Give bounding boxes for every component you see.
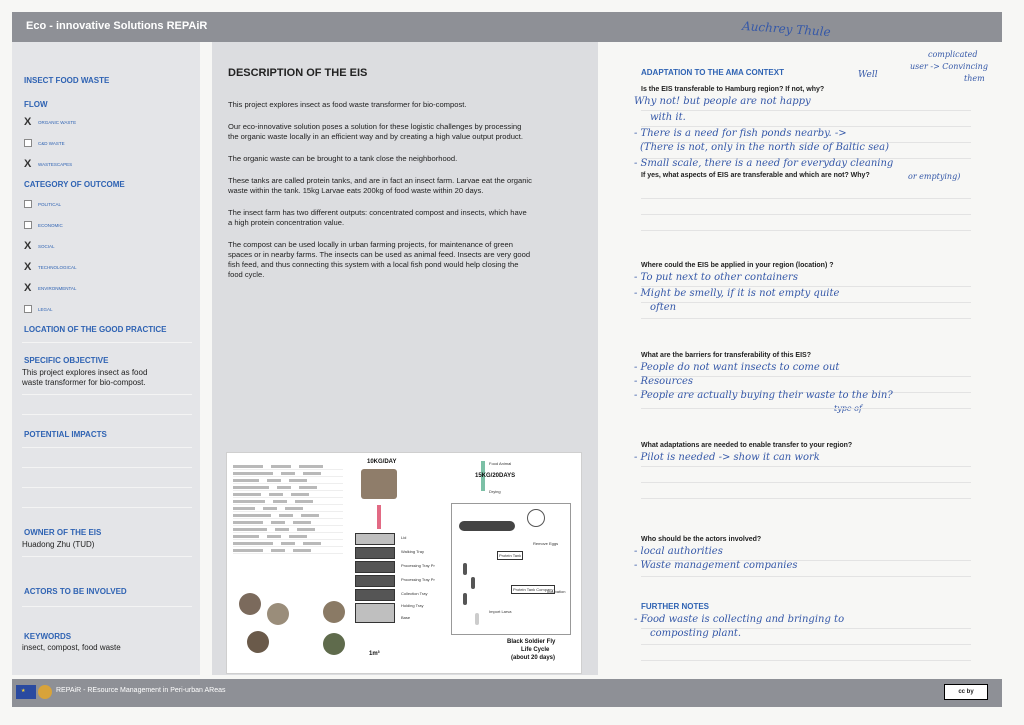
food-photo-image xyxy=(239,593,261,615)
handwritten-note: or emptying) xyxy=(908,172,961,181)
tank-layer xyxy=(355,561,395,573)
creative-commons-badge: cc by xyxy=(944,684,988,700)
unchecked-box-icon xyxy=(24,200,32,208)
flow-heading: FLOW xyxy=(24,100,48,109)
answer-line xyxy=(641,498,971,499)
handwritten-answer: composting plant. xyxy=(650,628,742,639)
checked-mark-icon: X xyxy=(24,240,32,252)
divider xyxy=(22,394,192,395)
location-heading: LOCATION OF THE GOOD PRACTICE xyxy=(24,325,167,334)
insect-food-waste-heading: INSECT FOOD WASTE xyxy=(24,76,110,85)
larva-image xyxy=(463,563,467,575)
answer-line xyxy=(641,302,971,303)
answer-line xyxy=(641,230,971,231)
divider xyxy=(22,606,192,607)
food-waste-image xyxy=(361,469,397,499)
answer-line xyxy=(641,408,971,409)
flow-option-organic-waste[interactable]: X ORGANIC WASTE xyxy=(24,116,77,128)
category-option-environmental[interactable]: X ENVIRONMENTAL xyxy=(24,282,77,294)
answer-line xyxy=(641,466,971,467)
document-title: Eco - innovative Solutions REPAiR xyxy=(26,20,208,32)
unchecked-box-icon xyxy=(24,139,32,147)
category-option-social[interactable]: X SOCIAL xyxy=(24,240,55,252)
description-paragraph: These tanks are called protein tanks, and are in fact an insect farm. Larvae eat the organic xyxy=(228,176,532,185)
keywords-heading: KEYWORDS xyxy=(24,632,72,641)
drying-label: Drying xyxy=(489,489,501,494)
answer-line xyxy=(641,198,971,199)
divider xyxy=(22,414,192,415)
handwritten-answer: with it. xyxy=(650,112,686,123)
food-photo-image xyxy=(247,631,269,653)
checked-mark-icon: X xyxy=(24,158,32,170)
tray-label: Collection Tray xyxy=(401,591,428,596)
description-paragraph: The organic waste can be brought to a tank close the neighborhood. xyxy=(228,154,458,163)
description-paragraph: fish feed, and thus connecting this system with a local fish pond would help closing the xyxy=(228,260,519,269)
divider xyxy=(22,467,192,468)
answer-line xyxy=(641,286,971,287)
description-paragraph: the organic waste locally in an efficient way and by creating a high value output product. xyxy=(228,132,523,141)
eu-flag-icon: ★ xyxy=(16,685,36,699)
food-photo-image xyxy=(267,603,289,625)
tank-layer-lid xyxy=(355,533,395,545)
footer-bar xyxy=(12,679,1002,707)
answer-line xyxy=(641,660,971,661)
category-heading: CATEGORY OF OUTCOME xyxy=(24,180,125,189)
handwritten-answer: often xyxy=(650,302,677,313)
handwritten-answer: - People are actually buying their waste to the bin? xyxy=(634,390,893,401)
protein-company-label: Protein Tank Company xyxy=(513,587,554,592)
adaptation-panel xyxy=(610,42,1002,675)
divider xyxy=(22,507,192,508)
tray-label: Walking Tray xyxy=(401,549,424,554)
tray-label: Processing Tray Pr xyxy=(401,563,435,568)
question-actors: Who should be the actors involved? xyxy=(641,536,762,543)
answer-line xyxy=(641,110,971,111)
answer-line xyxy=(641,126,971,127)
divider xyxy=(22,447,192,448)
tray-label: Base xyxy=(401,615,411,620)
description-paragraph: The compost can be used locally in urban farming projects, for maintenance of green xyxy=(228,240,513,249)
category-option-political[interactable]: POLITICAL xyxy=(24,200,61,208)
handwritten-note: user -> Convincing xyxy=(910,62,988,71)
checked-mark-icon: X xyxy=(24,261,32,273)
bsf-label-line: Black Soldier Fly xyxy=(507,639,556,645)
owner-text: Huadong Zhu (TUD) xyxy=(22,540,95,549)
food-animal-label: Food Animal xyxy=(489,461,512,466)
sidebar xyxy=(12,42,200,675)
actors-heading: ACTORS TO BE INVOLVED xyxy=(24,587,127,596)
arrow-down-icon xyxy=(377,505,381,529)
category-option-economic[interactable]: ECONOMIC xyxy=(24,221,63,229)
magnifier-icon xyxy=(527,509,545,527)
adaptation-heading: ADAPTATION TO THE AMA CONTEXT xyxy=(641,68,784,77)
handwritten-answer: - local authorities xyxy=(634,546,723,557)
footer-title: REPAiR - REsource Management in Peri-urban AReas xyxy=(56,687,226,694)
description-paragraph: waste within the tank. 15kg Larvae eats 200kg of food waste within 20 days. xyxy=(228,186,484,195)
handwritten-note: type of xyxy=(834,404,862,413)
handwritten-note: complicated xyxy=(928,50,978,59)
description-panel xyxy=(212,42,598,675)
owner-heading: OWNER OF THE EIS xyxy=(24,528,102,537)
figure-data-table xyxy=(233,463,343,554)
description-paragraph: This project explores insect as food waste transformer for bio-compost. xyxy=(228,100,467,109)
checked-mark-icon: X xyxy=(24,116,32,128)
figure-label-10kg: 10KG/DAY xyxy=(367,459,397,465)
handwritten-answer: - People do not want insects to come out xyxy=(634,362,840,373)
specific-objective-text-line: This project explores insect as food xyxy=(22,368,148,377)
handwritten-answer: Why not! but people are not happy xyxy=(634,96,811,107)
remove-eggs-label: Remove Eggs xyxy=(533,541,559,546)
specific-objective-text-line: waste transformer for bio-compost. xyxy=(22,378,146,387)
tray-label: Processing Tray Pr xyxy=(401,577,435,582)
answer-line xyxy=(641,318,971,319)
divider xyxy=(22,556,192,557)
handwritten-answer: - Might be smelly, if it is not empty quite xyxy=(634,288,840,299)
larva-image xyxy=(471,577,475,589)
flow-option-wastescapes[interactable]: X WASTESCAPES xyxy=(24,158,73,170)
answer-line xyxy=(641,214,971,215)
protein-tank-label: Protein Tank xyxy=(499,553,522,558)
figure-label-15kg: 15KG/20DAYS xyxy=(475,473,516,479)
larva-image xyxy=(463,593,467,605)
divider xyxy=(22,487,192,488)
answer-line xyxy=(641,644,971,645)
tank-layer-base xyxy=(355,603,395,623)
description-title: DESCRIPTION OF THE EIS xyxy=(228,67,368,79)
protein-tank-figure xyxy=(226,452,582,674)
incubation-label: Incubation xyxy=(547,589,566,594)
volume-label: 1m³ xyxy=(369,651,380,657)
category-option-technological[interactable]: X TECHNOLOGICAL xyxy=(24,261,77,273)
flow-option-cd-waste[interactable]: C&D WASTE xyxy=(24,139,65,147)
question-adaptations: What adaptations are needed to enable transfer to your region? xyxy=(641,442,853,449)
tank-layer xyxy=(355,575,395,587)
bsf-label-line: (about 20 days) xyxy=(511,655,556,661)
answer-line xyxy=(641,576,971,577)
divider xyxy=(22,342,192,343)
handwritten-answer: - Resources xyxy=(634,376,694,387)
handwritten-answer: - Small scale, there is a need for everyday cleaning xyxy=(634,158,894,169)
question-barriers: What are the barriers for transferability of this EIS? xyxy=(641,352,811,359)
answer-line xyxy=(641,482,971,483)
description-paragraph: food cycle. xyxy=(228,270,265,279)
fly-image xyxy=(459,521,515,531)
larva-image xyxy=(475,613,479,625)
description-paragraph: a high protein concentration value. xyxy=(228,218,345,227)
handwritten-answer: - To put next to other containers xyxy=(634,272,798,283)
handwritten-note: them xyxy=(964,74,985,83)
unchecked-box-icon xyxy=(24,221,32,229)
header-bar xyxy=(12,12,1002,42)
potential-impacts-heading: POTENTIAL IMPACTS xyxy=(24,430,107,439)
import-larva-label: Import Larva xyxy=(489,609,512,614)
category-option-legal[interactable]: LEGAL xyxy=(24,305,53,313)
question-transferable: Is the EIS transferable to Hamburg region? If not, why? xyxy=(641,86,825,93)
handwritten-answer: (There is not, only in the north side of Baltic sea) xyxy=(640,142,890,153)
question-location: Where could the EIS be applied in your region (location) ? xyxy=(641,262,834,269)
tray-label: Lid xyxy=(401,535,407,540)
unchecked-box-icon xyxy=(24,305,32,313)
repair-logo-icon xyxy=(38,685,52,699)
further-notes-heading: FURTHER NOTES xyxy=(641,602,709,611)
handwritten-answer: - Pilot is needed -> show it can work xyxy=(634,452,820,463)
food-photo-image xyxy=(323,633,345,655)
bsf-label-line: Life Cycle xyxy=(521,647,550,653)
specific-objective-heading: SPECIFIC OBJECTIVE xyxy=(24,356,109,365)
handwritten-note: Well xyxy=(858,70,878,80)
description-paragraph: Our eco-innovative solution poses a solution for these logistic challenges by processing xyxy=(228,122,522,131)
checked-mark-icon: X xyxy=(24,282,32,294)
handwritten-answer: - Food waste is collecting and bringing to xyxy=(634,614,845,625)
description-paragraph: The insect farm has two different outputs: concentrated compost and insects, which have xyxy=(228,208,527,217)
food-photo-image xyxy=(323,601,345,623)
tank-layer xyxy=(355,589,395,601)
tray-label: Holding Tray xyxy=(401,603,424,608)
keywords-text: insect, compost, food waste xyxy=(22,643,121,652)
tank-layer xyxy=(355,547,395,559)
handwritten-answer: - There is a need for fish ponds nearby. -> xyxy=(634,128,847,139)
description-paragraph: spaces or in nearby farms. The insects can be used as animal feed. Insects are very good xyxy=(228,250,531,259)
handwritten-header-note: Auchrey Thule xyxy=(741,18,832,40)
handwritten-answer: - Waste management companies xyxy=(634,560,798,571)
question-aspects: If yes, what aspects of EIS are transferable and which are not? Why? xyxy=(641,172,870,179)
